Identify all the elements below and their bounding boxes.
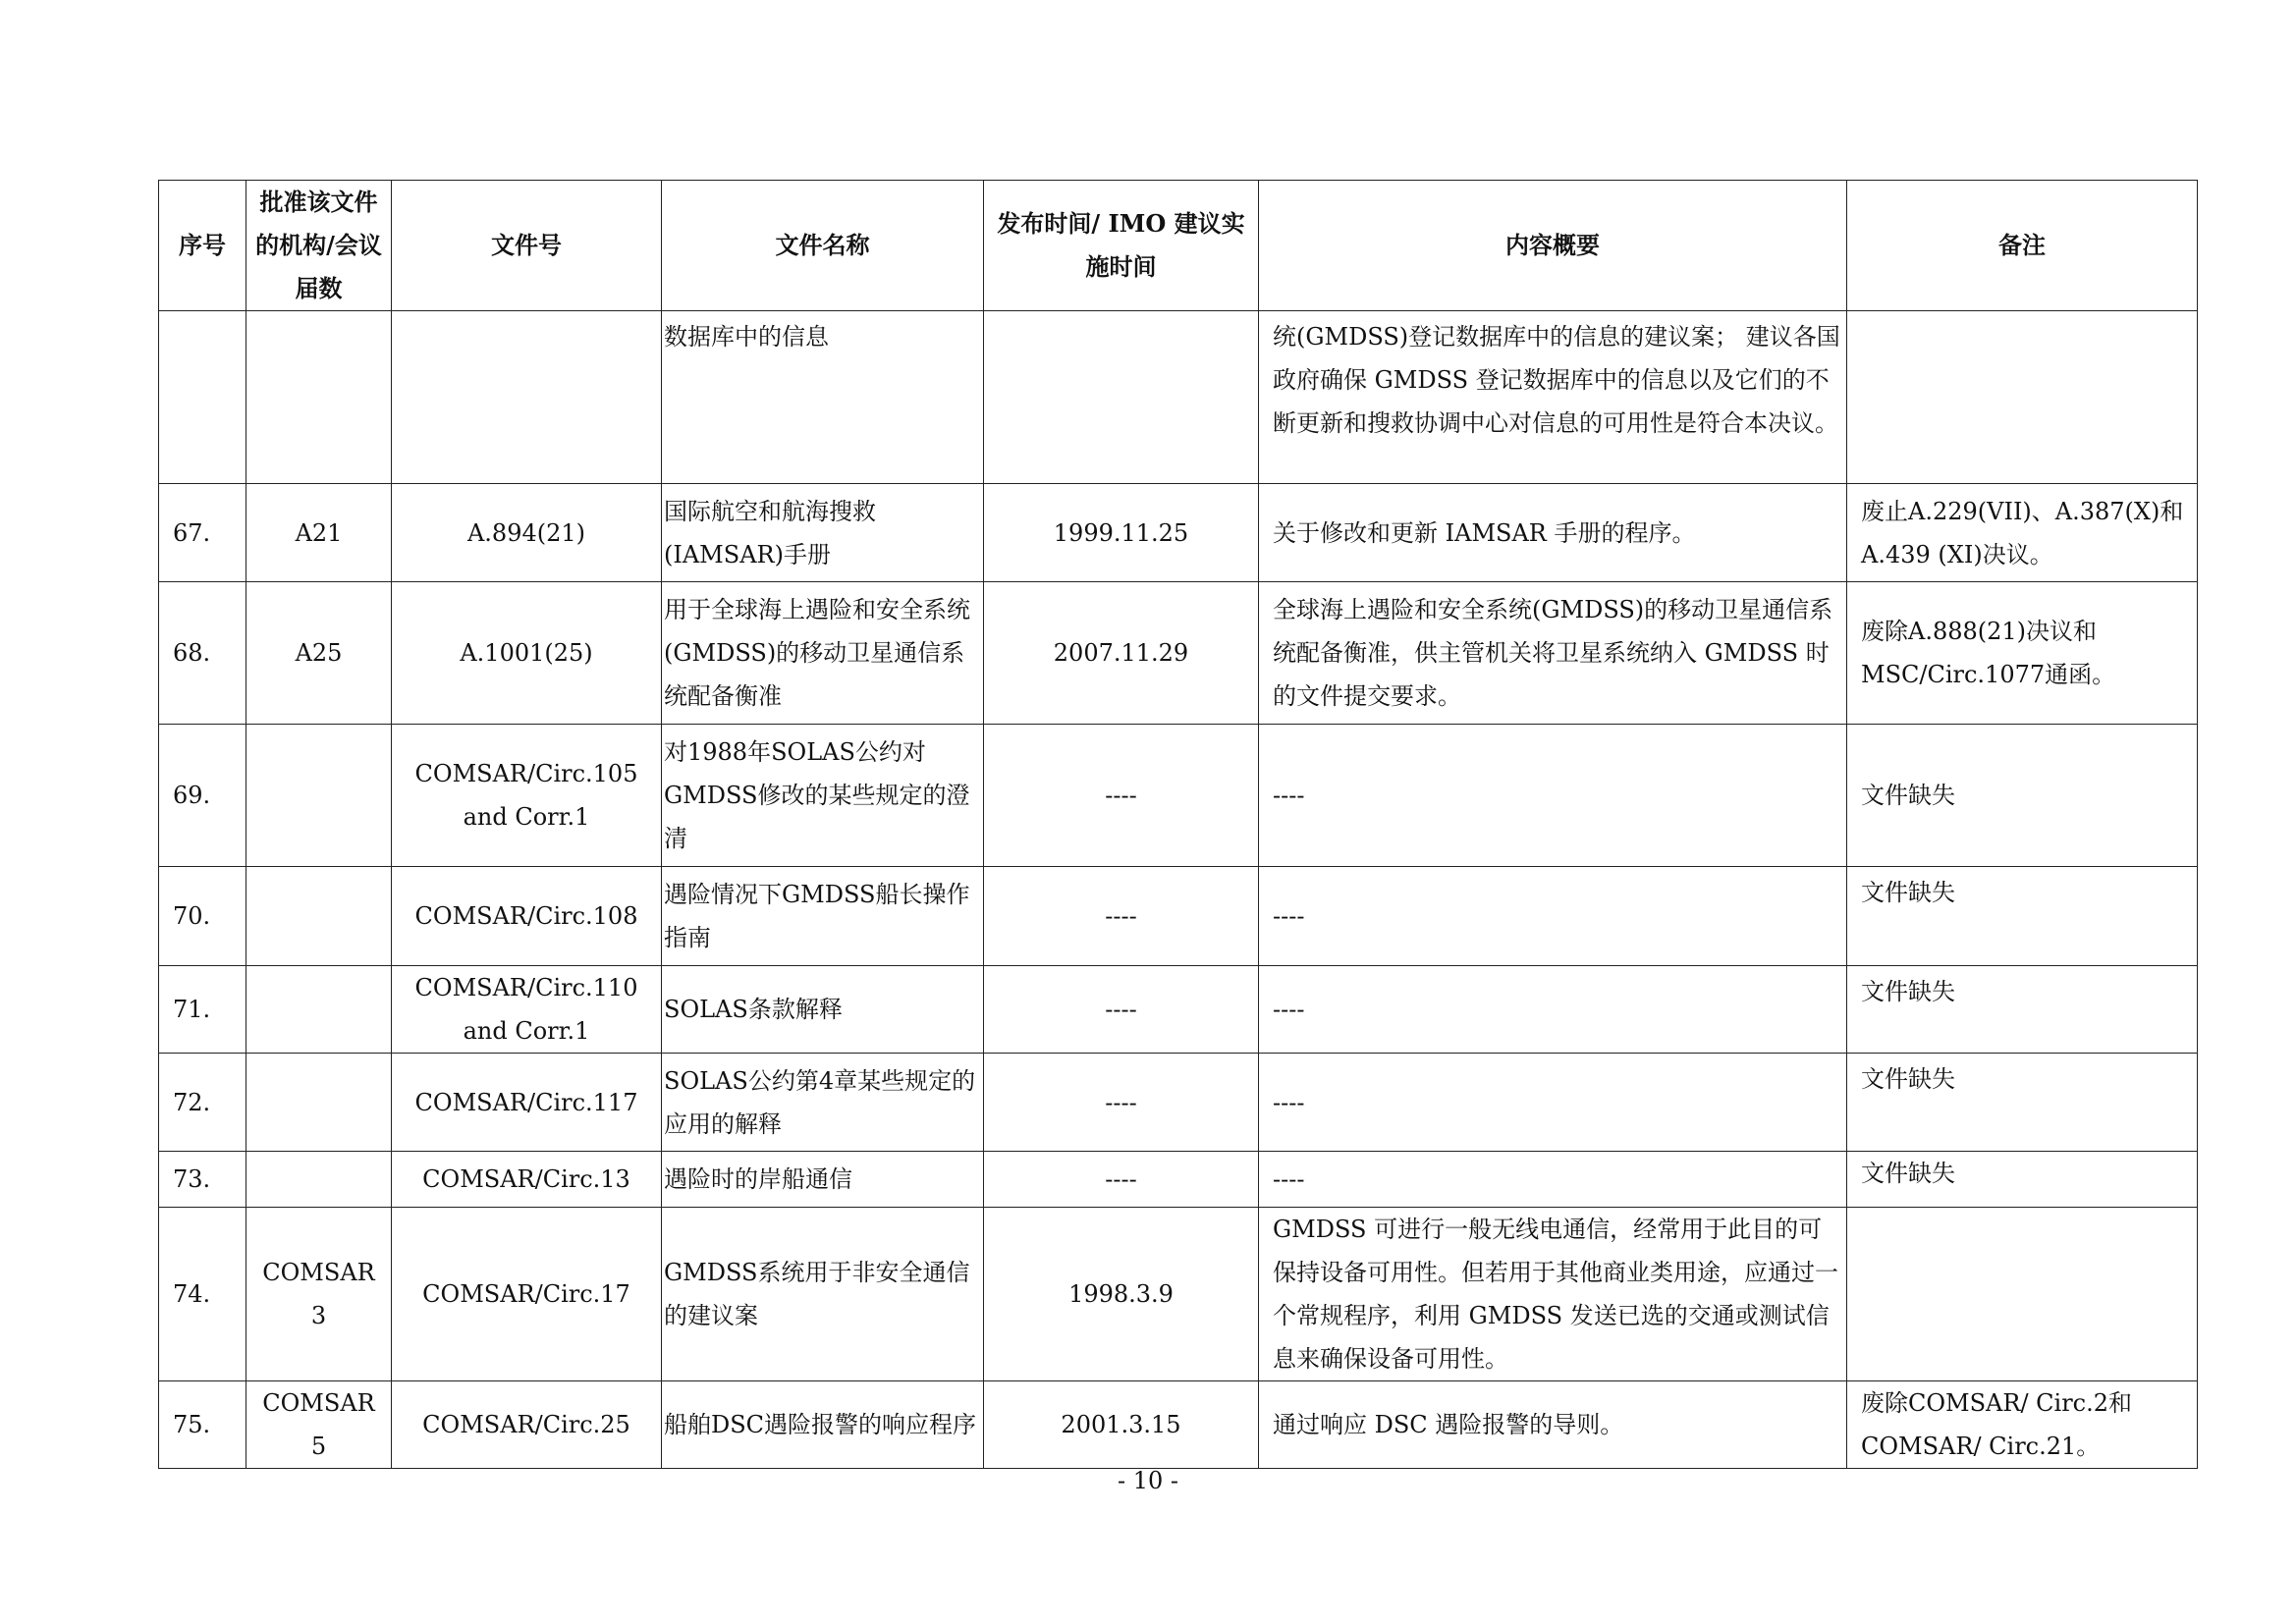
table-row [159, 966, 2198, 1054]
cell-date: 1998.3.9 [984, 1208, 1259, 1381]
cell-docno: COMSAR/Circ.117 [392, 1054, 662, 1152]
table-row [159, 867, 2198, 966]
header-title: 文件名称 [662, 181, 984, 311]
cell-num: 67. [159, 484, 246, 582]
cell-docno: COMSAR/Circ.13 [392, 1152, 662, 1208]
cell-title: GMDSS系统用于非安全通信的建议案 [662, 1208, 984, 1381]
table-row [159, 1208, 2198, 1381]
cell-num [159, 311, 246, 484]
cell-date: 1999.11.25 [984, 484, 1259, 582]
cell-docno: COMSAR/Circ.25 [392, 1381, 662, 1469]
cell-docno [392, 311, 662, 484]
cell-title: 国际航空和航海搜救(IAMSAR)手册 [662, 484, 984, 582]
table-row [159, 311, 2198, 484]
cell-docno: COMSAR/Circ.108 [392, 867, 662, 966]
cell-summary: ---- [1259, 1054, 1847, 1152]
cell-docno: A.894(21) [392, 484, 662, 582]
cell-title: 遇险情况下GMDSS船长操作指南 [662, 867, 984, 966]
cell-date: ---- [984, 725, 1259, 867]
cell-org: A21 [246, 484, 392, 582]
header-summary: 内容概要 [1259, 181, 1847, 311]
cell-docno: A.1001(25) [392, 582, 662, 725]
cell-title: SOLAS公约第4章某些规定的应用的解释 [662, 1054, 984, 1152]
page-number: - 10 - [1117, 1467, 1178, 1494]
cell-org [246, 311, 392, 484]
cell-org [246, 1152, 392, 1208]
table-row [159, 725, 2198, 867]
cell-summary: 关于修改和更新 IAMSAR 手册的程序。 [1259, 484, 1847, 582]
cell-summary: 全球海上遇险和安全系统(GMDSS)的移动卫星通信系统配备衡准，供主管机关将卫星系统纳入 GMDSS 时的文件提交要求。 [1259, 582, 1847, 725]
cell-num: 73. [159, 1152, 246, 1208]
cell-org: A25 [246, 582, 392, 725]
cell-summary: 统(GMDSS)登记数据库中的信息的建议案； 建议各国政府确保 GMDSS 登记数据库中的信息以及它们的不断更新和搜救协调中心对信息的可用性是符合本决议。 [1259, 311, 1847, 484]
cell-date [984, 311, 1259, 484]
cell-remarks: 文件缺失 [1847, 966, 2198, 1054]
cell-title: 遇险时的岸船通信 [662, 1152, 984, 1208]
cell-summary: GMDSS 可进行一般无线电通信，经常用于此目的可保持设备可用性。但若用于其他商业类用途，应通过一个常规程序，利用 GMDSS 发送已选的交通或测试信息来确保设备可用性。 [1259, 1208, 1847, 1381]
cell-num: 75. [159, 1381, 246, 1469]
cell-docno: COMSAR/Circ.105 and Corr.1 [392, 725, 662, 867]
cell-remarks: 文件缺失 [1847, 725, 2198, 867]
cell-date: 2001.3.15 [984, 1381, 1259, 1469]
cell-title: 用于全球海上遇险和安全系统(GMDSS)的移动卫星通信系统配备衡准 [662, 582, 984, 725]
cell-num: 71. [159, 966, 246, 1054]
header-date: 发布时间/ IMO 建议实施时间 [984, 181, 1259, 311]
cell-num: 70. [159, 867, 246, 966]
header-remarks: 备注 [1847, 181, 2198, 311]
cell-summary: ---- [1259, 1152, 1847, 1208]
cell-remarks: 废除A.888(21)决议和MSC/Circ.1077通函。 [1847, 582, 2198, 725]
cell-summary: ---- [1259, 867, 1847, 966]
cell-remarks: 文件缺失 [1847, 1054, 2198, 1152]
header-row [159, 181, 2198, 311]
table-row [159, 1054, 2198, 1152]
cell-date: ---- [984, 1054, 1259, 1152]
cell-date: ---- [984, 1152, 1259, 1208]
cell-title: 船舶DSC遇险报警的响应程序 [662, 1381, 984, 1469]
table-row [159, 484, 2198, 582]
header-org: 批准该文件的机构/会议届数 [246, 181, 392, 311]
cell-title: 数据库中的信息 [662, 311, 984, 484]
cell-title: 对1988年SOLAS公约对GMDSS修改的某些规定的澄清 [662, 725, 984, 867]
table-row [159, 582, 2198, 725]
cell-title: SOLAS条款解释 [662, 966, 984, 1054]
cell-remarks [1847, 1208, 2198, 1381]
cell-org [246, 725, 392, 867]
header-num: 序号 [159, 181, 246, 311]
cell-remarks: 废除COMSAR/ Circ.2和COMSAR/ Circ.21。 [1847, 1381, 2198, 1469]
table-row [159, 1381, 2198, 1469]
cell-date: ---- [984, 867, 1259, 966]
cell-date: 2007.11.29 [984, 582, 1259, 725]
cell-remarks [1847, 311, 2198, 484]
document-table [158, 180, 2198, 1469]
cell-num: 69. [159, 725, 246, 867]
cell-org [246, 966, 392, 1054]
cell-docno: COMSAR/Circ.17 [392, 1208, 662, 1381]
cell-num: 74. [159, 1208, 246, 1381]
cell-num: 72. [159, 1054, 246, 1152]
cell-num: 68. [159, 582, 246, 725]
cell-summary: ---- [1259, 725, 1847, 867]
cell-org [246, 867, 392, 966]
cell-org: COMSAR 3 [246, 1208, 392, 1381]
cell-date: ---- [984, 966, 1259, 1054]
cell-org: COMSAR 5 [246, 1381, 392, 1469]
header-docno: 文件号 [392, 181, 662, 311]
cell-summary: ---- [1259, 966, 1847, 1054]
cell-remarks: 废止A.229(VII)、A.387(X)和A.439 (XI)决议。 [1847, 484, 2198, 582]
cell-remarks: 文件缺失 [1847, 867, 2198, 966]
table-row [159, 1152, 2198, 1208]
cell-remarks: 文件缺失 [1847, 1152, 2198, 1208]
cell-summary: 通过响应 DSC 遇险报警的导则。 [1259, 1381, 1847, 1469]
cell-docno: COMSAR/Circ.110 and Corr.1 [392, 966, 662, 1054]
cell-org [246, 1054, 392, 1152]
